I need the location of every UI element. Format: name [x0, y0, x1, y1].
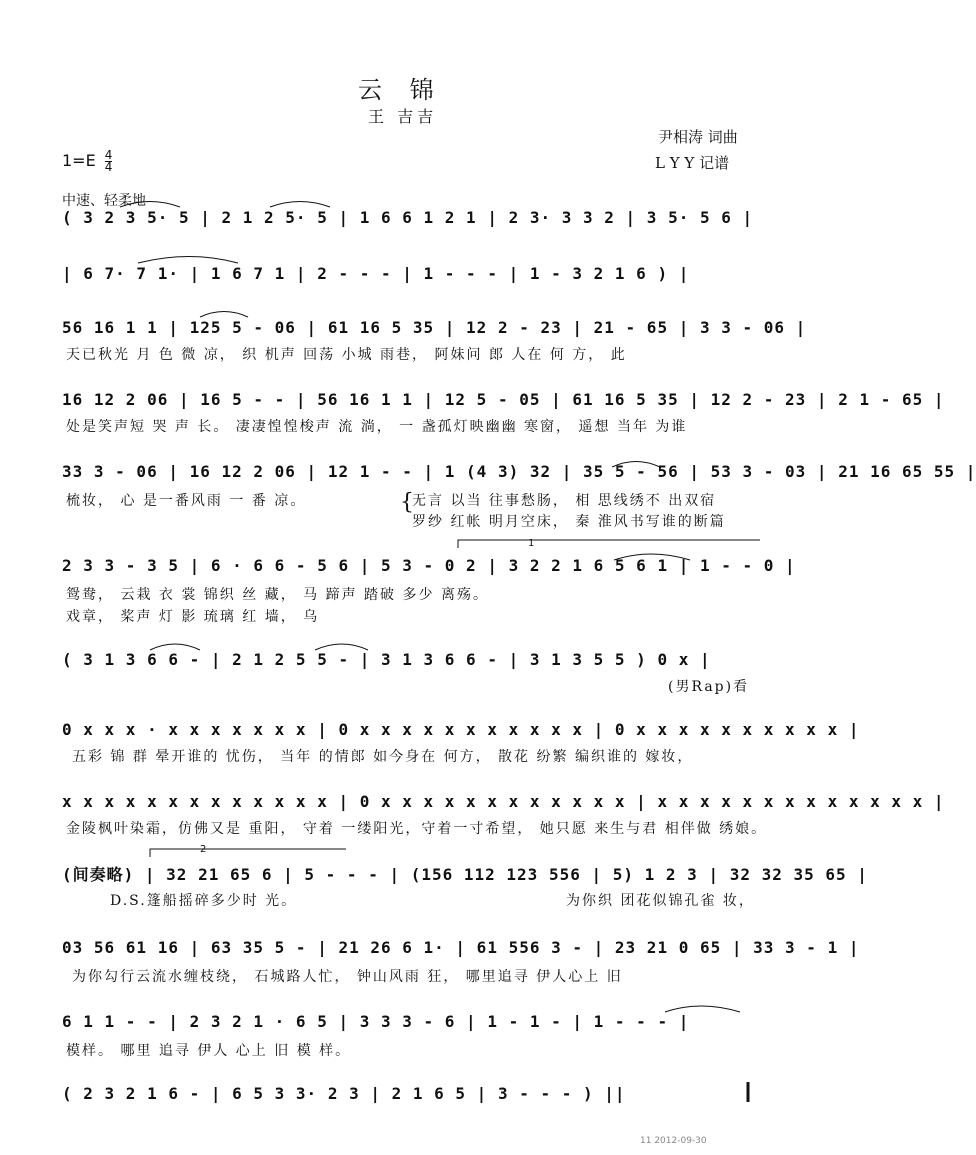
lyric-line: 为你织 团花似锦孔雀 妆，	[566, 893, 755, 909]
notation-line: 33 3 - 06 | 16 12 2 06 | 12 1 - - | 1 (4 3) 32 | 35 5 - 56 | 53 3 - 03 | 21 16 65 55 |	[62, 462, 976, 481]
key-label: 1=E	[62, 151, 96, 170]
notation-line: 6 1 1 - - | 2 3 2 1 · 6 5 | 3 3 3 - 6 | 1 - 1 - | 1 - - - |	[62, 1012, 690, 1031]
notation-line: | 6 7· 7 1· | 1 6 7 1 | 2 - - - | 1 - - - | 1 - 3 2 1 6 ) |	[62, 264, 690, 283]
lyric-line: 梳妆， 心 是一番风雨 一 番 凉。	[66, 493, 307, 509]
lyric-line: 为你勾行云流水缠枝绕， 石城路人忙， 钟山风雨 狂， 哪里追寻 伊人心上 旧	[72, 969, 623, 985]
notation-line: x x x x x x x x x x x x x | 0 x x x x x x x x x x x x | x x x x x x x x x x x x x |	[62, 792, 945, 811]
notation-line: 16 12 2 06 | 16 5 - - | 56 16 1 1 | 12 5 - 05 | 61 16 5 35 | 12 2 - 23 | 2 1 - 65 |	[62, 390, 945, 409]
key-signature	[62, 150, 112, 173]
time-top: 4	[104, 148, 113, 162]
lyric-line-verse2: 罗纱 红帐 明月空床， 秦 淮风书写谁的断篇	[412, 514, 726, 530]
ending-number-1: 1	[528, 538, 535, 549]
singer-name: 王 吉吉	[368, 107, 438, 126]
time-bottom: 4	[104, 160, 113, 174]
lyric-line: 处是笑声短 哭 声 长。 凄凄惶惶梭声 流 淌， 一 盏孤灯映幽幽 寒窗， 遥想 当年 为谁	[66, 419, 688, 435]
song-title: 云 锦	[358, 76, 444, 104]
verse-brace: {	[400, 490, 416, 515]
notation-line: 56 16 1 1 | 125 5 - 06 | 61 16 5 35 | 12 2 - 23 | 21 - 65 | 3 3 - 06 |	[62, 318, 807, 337]
notation-line: 03 56 61 16 | 63 35 5 - | 21 26 6 1· | 61 556 3 - | 23 21 0 65 | 33 3 - 1 |	[62, 938, 860, 957]
rap-cue: (男Rap)看	[668, 679, 750, 695]
composer-credit: 尹相涛 词曲	[658, 128, 738, 146]
ending-number-2: 2	[200, 844, 207, 855]
notation-line: ( 3 2 3 5· 5 | 2 1 2 5· 5 | 1 6 6 1 2 1 | 2 3· 3 3 2 | 3 5· 5 6 |	[62, 208, 754, 227]
footer-date: 11 2012-09-30	[640, 1136, 707, 1146]
tempo-marking: 中速、轻柔地	[62, 193, 146, 209]
notation-line: 2 3 3 - 3 5 | 6 · 6 6 - 5 6 | 5 3 - 0 2 | 3 2 2 1 6 5 6 1 | 1 - - 0 |	[62, 556, 796, 575]
transcriber-credit: L Y Y 记谱	[655, 154, 730, 172]
lyric-line: 金陵枫叶染霜，仿佛又是 重阳， 守着 一缕阳光，守着一寸希望， 她只愿 来生与君 相伴做 绣娘。	[66, 821, 768, 837]
notation-line: ( 3 1 3 6 6 - | 2 1 2 5 5 - | 3 1 3 6 6 - | 3 1 3 5 5 ) 0 x |	[62, 650, 711, 669]
lyric-line: 模样。 哪里 追寻 伊人 心上 旧 模 样。	[66, 1043, 352, 1059]
lyric-line: 天已秋光 月 色 微 凉， 织 机声 回荡 小城 雨巷， 阿妹问 郎 人在 何 方， 此	[66, 347, 627, 363]
lyric-line: 鸳鸯， 云栽 衣 裳 锦织 丝 藏， 马 蹄声 踏破 多少 离殇。	[66, 587, 489, 603]
time-signature	[105, 150, 113, 173]
lyric-line: 戏章， 桨声 灯 影 琉璃 红 墙， 乌	[66, 609, 320, 625]
notation-line: 0 x x x · x x x x x x x | 0 x x x x x x x x x x x | 0 x x x x x x x x x x |	[62, 720, 860, 739]
notation-line: ( 2 3 2 1 6 - | 6 5 3 3· 2 3 | 2 1 6 5 | 3 - - - ) ||	[62, 1084, 626, 1103]
lyric-line-verse1: 无言 以当 往事愁肠， 相 思线绣不 出双宿	[412, 493, 717, 509]
lyric-line: 五彩 锦 群 晕开谁的 忧伤， 当年 的情郎 如今身在 何方， 散花 纷繁 编织谁的 嫁妆，	[72, 749, 694, 765]
notation-line: (间奏略) | 32 21 65 6 | 5 - - - | (156 112 123 556 | 5) 1 2 3 | 32 32 35 65 |	[62, 865, 868, 884]
lyric-line: D.S.篷船摇碎多少时 光。	[110, 893, 298, 909]
